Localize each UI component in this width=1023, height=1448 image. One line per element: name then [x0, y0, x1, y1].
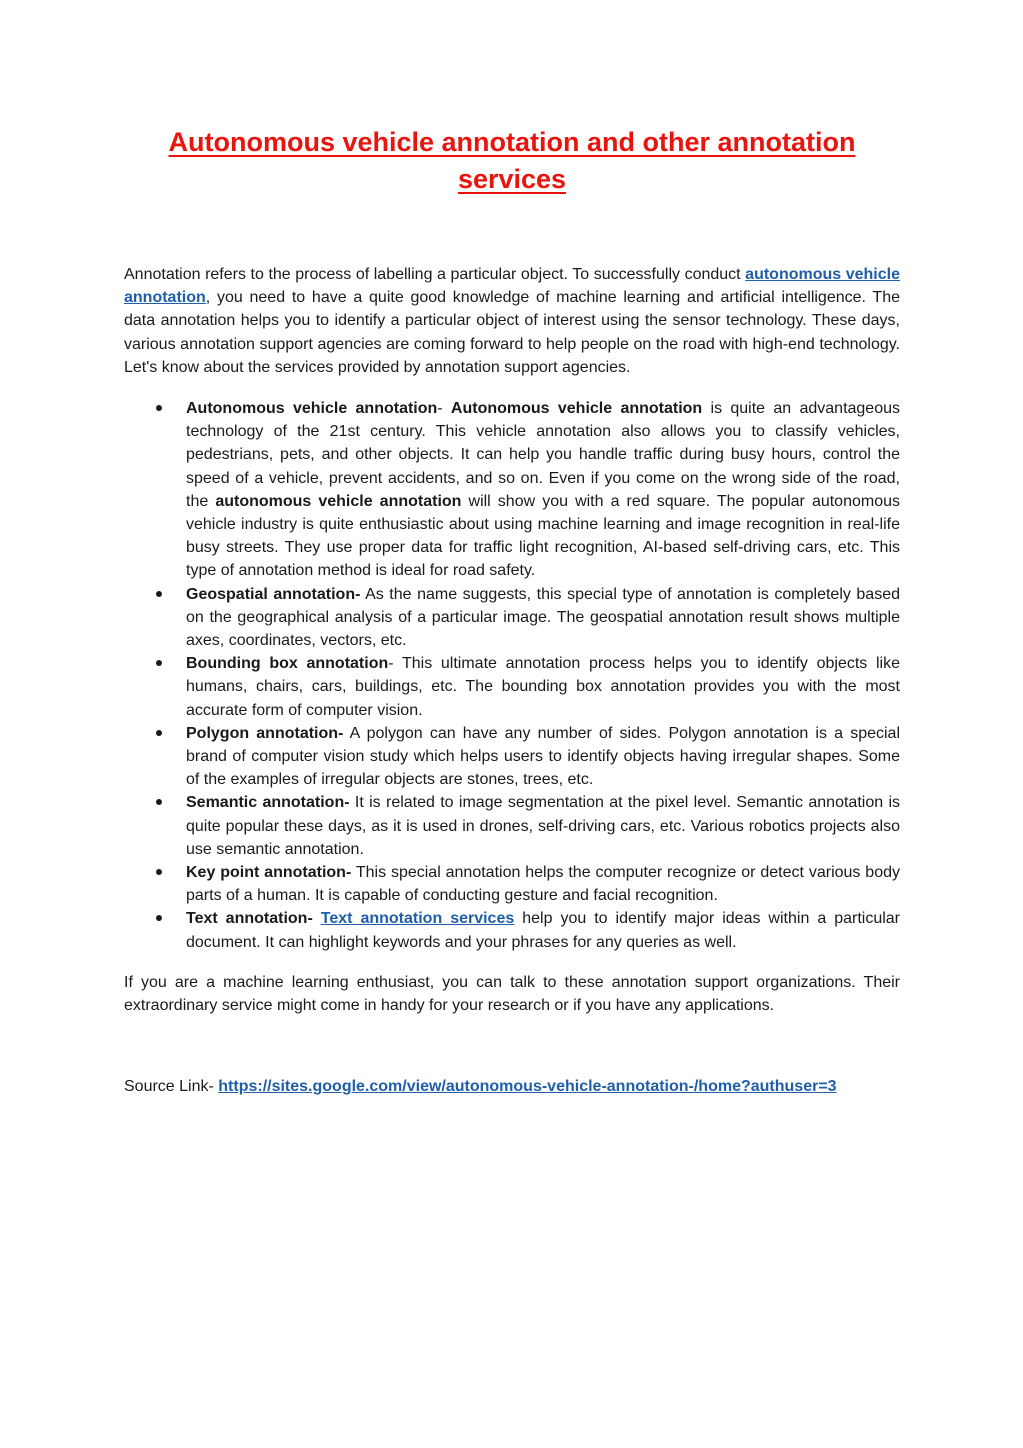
list-item-text-annotation — [124, 907, 900, 953]
item-text: - This ultimate annotation process helps you to identify objects like humans, chairs, cars, buildings, etc. The bounding box annotation provides you with the most accurate form of computer vision. — [186, 655, 900, 719]
bullet-icon — [156, 799, 162, 805]
item-text: is quite an advantageous technology of the 21st century. This vehicle annotation also allows you to classify vehicles, pedestrians, pets, and other objects. It can help you handle traffic during busy hours, control the speed of a vehicle, prevent accidents, and so on. Even if you come on the wrong side of the road, the — [186, 400, 900, 510]
item-term: Bounding box annotation — [186, 655, 389, 673]
item-text: help you to identify major ideas within a particular document. It can highlight keywords and your phrases for any queries as well. — [186, 910, 900, 951]
item-text: will show you with a red square. The popular autonomous vehicle industry is quite enthusiastic about using machine learning and image recognition in real-life busy streets. They use proper data for traffic light recognition, AI-based self-driving cars, etc. This type of annotation method is ideal for road safety. — [186, 492, 901, 580]
bullet-icon — [156, 660, 162, 666]
item-text: This special annotation helps the computer recognize or detect various body parts of a human. It is capable of conducting gesture and facial recognition. — [186, 864, 900, 905]
item-text: A polygon can have any number of sides. Polygon annotation is a special brand of computer vision study which helps users to identify objects having irregular shapes. Some of the examples of irregular objects are stones, trees, etc. — [186, 724, 900, 789]
intro-text-end: , you need to have a quite good knowledge of machine learning and artificial intelligence. The data annotation helps you to identify a particular object of interest using the sensor technology. These days, various annotation support agencies are coming forward to help people on the road with high-end technology. Let's know about the services provided by annotation support agencies. — [124, 289, 900, 376]
item-separator: - — [437, 400, 451, 418]
item-text: As the name suggests, this special type of annotation is completely based on the geographical analysis of a particular image. The geospatial annotation result shows multiple axes, coordinates, vectors, etc. — [186, 585, 901, 650]
item-bold-phrase: Autonomous vehicle annotation — [450, 400, 703, 418]
bullet-icon — [156, 730, 162, 736]
autonomous-vehicle-annotation-link[interactable]: autonomous vehicle annotation — [124, 266, 900, 307]
list-item-geospatial — [124, 583, 900, 653]
item-term: Text annotation- — [186, 910, 313, 928]
item-term: Key point annotation- — [186, 864, 352, 882]
item-term: Semantic annotation- — [186, 794, 350, 812]
list-item-autonomous-vehicle — [124, 397, 900, 583]
item-term: Autonomous vehicle annotation — [186, 400, 438, 418]
bullet-icon — [156, 869, 162, 875]
source-line — [124, 1075, 900, 1098]
list-item-polygon — [124, 722, 900, 792]
document-page — [124, 124, 900, 1099]
item-bold-phrase: autonomous vehicle annotation — [215, 492, 462, 510]
services-list — [124, 397, 900, 954]
list-item-bounding-box — [124, 652, 900, 722]
intro-text-start: Annotation refers to the process of labelling a particular object. To successfully conduct — [124, 266, 746, 283]
bullet-icon — [156, 405, 162, 411]
item-text: It is related to image segmentation at the pixel level. Semantic annotation is quite popular these days, as it is used in drones, self-driving cars, etc. Various robotics projects also use semantic annotation. — [186, 794, 900, 858]
source-url-link[interactable]: https://sites.google.com/view/autonomous-vehicle-annotation-/home?authuser=3 — [218, 1078, 837, 1096]
bullet-icon — [156, 591, 162, 597]
intro-paragraph — [124, 263, 900, 379]
item-term: Polygon annotation- — [186, 724, 344, 742]
document-title: Autonomous vehicle annotation and other annotation services — [168, 127, 856, 194]
bullet-icon — [156, 915, 162, 921]
list-item-semantic — [124, 791, 900, 861]
item-term: Geospatial annotation- — [186, 585, 361, 603]
source-label: Source Link- — [124, 1078, 219, 1096]
text-annotation-services-link[interactable]: Text annotation services — [320, 910, 515, 928]
closing-paragraph: If you are a machine learning enthusiast, you can talk to these annotation support organizations. Their extraordinary service might come in handy for your research or if you have any applications. — [124, 973, 900, 1015]
list-item-key-point — [124, 861, 900, 907]
